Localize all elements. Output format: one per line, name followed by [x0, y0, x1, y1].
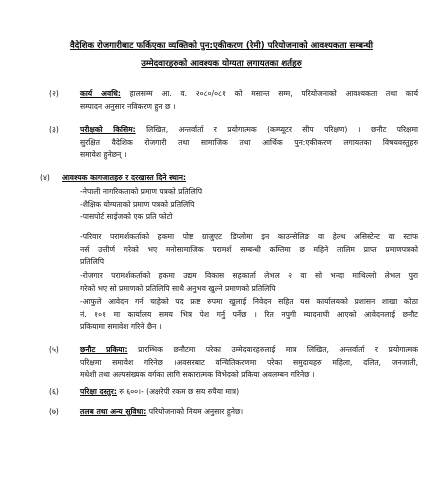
section-heading: छनौट प्रकिया: [80, 345, 128, 354]
paragraph-line: गरेको भए सो प्रमाणको प्रतिलिपि साथै अनुभव खुल्ने प्रमाणको प्रतिलिपि [80, 283, 276, 293]
section-heading: कार्य अवधि: [80, 89, 121, 98]
section-text: लिखित, अन्तर्वार्ता र प्रयोगात्मक (कम्प्यूटर सीप परिक्षण) । छनौट परिक्षमा [146, 125, 418, 134]
section-text: परिक्षमा समावेश गरिनेछ ।अवसरबाट वन्चितिकरणमा परेका समुदायहरु महिला, दलित, जनजाती, [80, 357, 418, 367]
section-text: परियोजनाको नियम अनुसार हुनेछ। [148, 407, 244, 416]
document-title-line-2: उम्मेदवारहरुको आवश्यक योग्यता लगायतका शर्तहरु [141, 59, 302, 69]
section-text: मधेशी तथा अल्पसंख्यक वर्गका लागि सकारात्मक विभेदको प्रकिया अवलम्बन गरिनेछ । [80, 370, 315, 380]
paragraph-line: नर्स उत्तीर्ण गरेको भए मनोसामाजिक परामर्श सम्बन्धी कम्तिमा छ महिने तालिम प्राप्त प्रमाणपत्रको [80, 244, 418, 254]
section-number: (४) [40, 173, 50, 182]
paragraph-line: -रोजगार परामर्शकर्ताको हकमा उद्यम विकास सहकार्ता लेभल २ वा सो भन्दा माथिल्लो लेभल पुरा [80, 271, 418, 280]
paragraph-line: प्रकियामा समावेश गरिने छैन । [80, 322, 162, 332]
paragraph-line: नं. १०१ मा कार्यालय समय भित्र पेश गर्नु पर्नेछ । रित नपुगी म्यादनाघी आएको आवेदनलाई छनौट [80, 309, 418, 319]
section-text: सम्पादन अनुसार नविकरण हुन छ । [80, 101, 176, 111]
section-text: समावेश हुनेछन् । [80, 150, 127, 160]
section-text: प्रारम्भिक छनौटमा परेका उम्मेदवारहरुलाई मात्र लिखित, अन्तर्वार्ता र प्रयोगात्मक [138, 345, 418, 354]
paragraph-line: -परिवार परामर्शकर्ताको हकमा पोष्ट ग्राजुएट डिप्लोमा इन काउन्सेलिङ वा हेल्थ असिस्टेन्ट वा स्टाफ [80, 232, 418, 241]
section-number: (७) [49, 407, 59, 416]
section-heading: तलब तथा अन्य सुविधा: [80, 407, 147, 416]
document-title-line-1: वैदेशिक रोजगारीबाट फर्किएका व्यक्तिको पुन:एकीकरण (रेमी) परियोजनाको आवश्यकता सम्बन्धी [70, 41, 373, 51]
section-heading: परिक्षा दस्तुर: [80, 387, 117, 396]
section-number: (६) [49, 387, 59, 396]
list-item: -नेपाली नागरिकताको प्रमाण पत्रको प्रतिलिपि [80, 187, 203, 196]
section-text: रु ६००।- (अक्षरेपी रकम छ सय रुपैया मात्र) [119, 387, 240, 396]
section-heading: आवश्यक कागजातहरु र दरखास्त दिने स्थान: [62, 173, 187, 182]
section-text: हालसम्म आ. व. २०८०/०८१ को मसान्त सम्म, परियोजनाको आवश्यकता तथा कार्य [129, 89, 419, 98]
section-heading: परीक्षको किसिम: [80, 125, 136, 134]
section-number: (५) [49, 345, 59, 354]
section-number: (३) [49, 125, 59, 134]
section-number: (२) [49, 89, 59, 98]
section-text: सुरक्षित वैदेशिक रोजगारी तथा सामाजिक तथा आर्थिक पुन:एकीकरण लगायतका विषयवस्तुहरु [80, 137, 418, 147]
list-item: -पासपोर्ट साईजको एक प्रति फोटो [80, 212, 173, 222]
list-item: -शैक्षिक योग्यताको प्रमाण पत्रको प्रतिलिपि [80, 199, 195, 209]
paragraph-line: प्रतिलिपि [80, 257, 105, 267]
paragraph-line: -आफुले आवेदन गर्न चाहेको पद फ्रष्ट रुपमा खुलाई निवेदन सहित यस कार्यालयको प्रशासन शाखा कोठा [80, 297, 418, 306]
